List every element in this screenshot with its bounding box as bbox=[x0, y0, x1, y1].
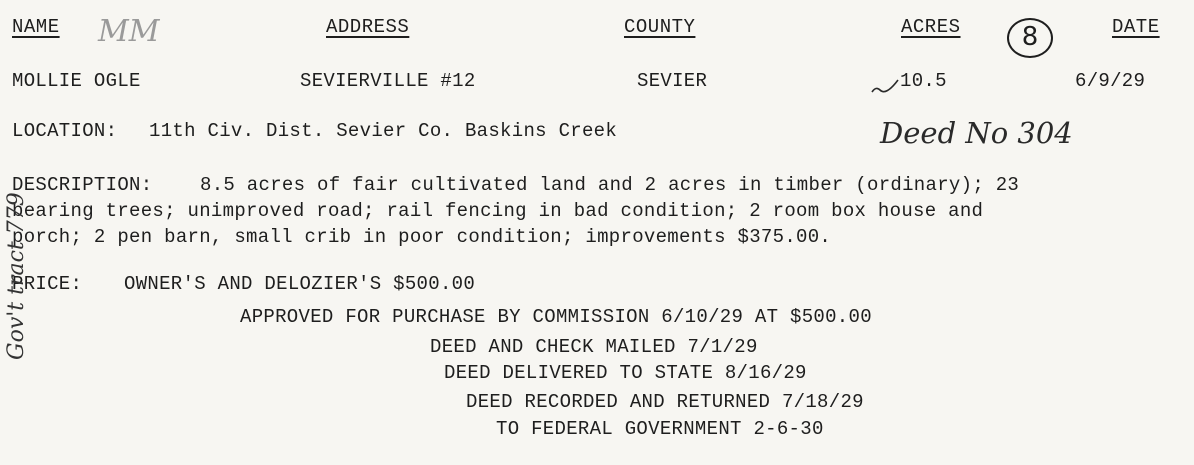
history-delivered: DEED DELIVERED TO STATE 8/16/29 bbox=[444, 362, 807, 384]
owner-address: SEVIERVILLE #12 bbox=[300, 70, 476, 92]
county-header: COUNTY bbox=[624, 16, 696, 38]
description-line-1: 8.5 acres of fair cultivated land and 2 acres in timber (ordinary); 23 bbox=[200, 174, 1020, 196]
location-label: LOCATION: bbox=[12, 120, 118, 142]
description-label: DESCRIPTION: bbox=[12, 174, 153, 196]
margin-note: Gov't tract 779 bbox=[4, 192, 29, 360]
record-date: 6/9/29 bbox=[1075, 70, 1146, 92]
owner-county: SEVIER bbox=[637, 70, 708, 92]
price-value: OWNER'S AND DELOZIER'S $500.00 bbox=[124, 273, 476, 295]
acres-value: 10.5 bbox=[900, 70, 947, 92]
date-header: DATE bbox=[1112, 16, 1160, 38]
owner-name: MOLLIE OGLE bbox=[12, 70, 141, 92]
history-approved: APPROVED FOR PURCHASE BY COMMISSION 6/10/29 AT $500.00 bbox=[240, 306, 872, 328]
location-value: 11th Civ. Dist. Sevier Co. Baskins Creek bbox=[149, 120, 618, 142]
acres-header: ACRES bbox=[901, 16, 961, 38]
price-label: PRICE: bbox=[12, 273, 83, 295]
card-number-circle bbox=[1007, 18, 1053, 58]
history-recorded: DEED RECORDED AND RETURNED 7/18/29 bbox=[466, 391, 864, 413]
address-header: ADDRESS bbox=[326, 16, 410, 38]
description-line-2: bearing trees; unimproved road; rail fencing in bad condition; 2 room box house and bbox=[12, 200, 984, 222]
name-header: NAME bbox=[12, 16, 60, 38]
history-mailed: DEED AND CHECK MAILED 7/1/29 bbox=[430, 336, 758, 358]
description-line-3: porch; 2 pen barn, small crib in poor condition; improvements $375.00. bbox=[12, 226, 832, 248]
checkmark-icon bbox=[870, 76, 900, 98]
name-annotation: MM bbox=[98, 14, 160, 49]
history-federal: TO FEDERAL GOVERNMENT 2-6-30 bbox=[496, 418, 824, 440]
deed-annotation: Deed No 304 bbox=[880, 116, 1073, 150]
card-number: 8 bbox=[1021, 22, 1039, 52]
